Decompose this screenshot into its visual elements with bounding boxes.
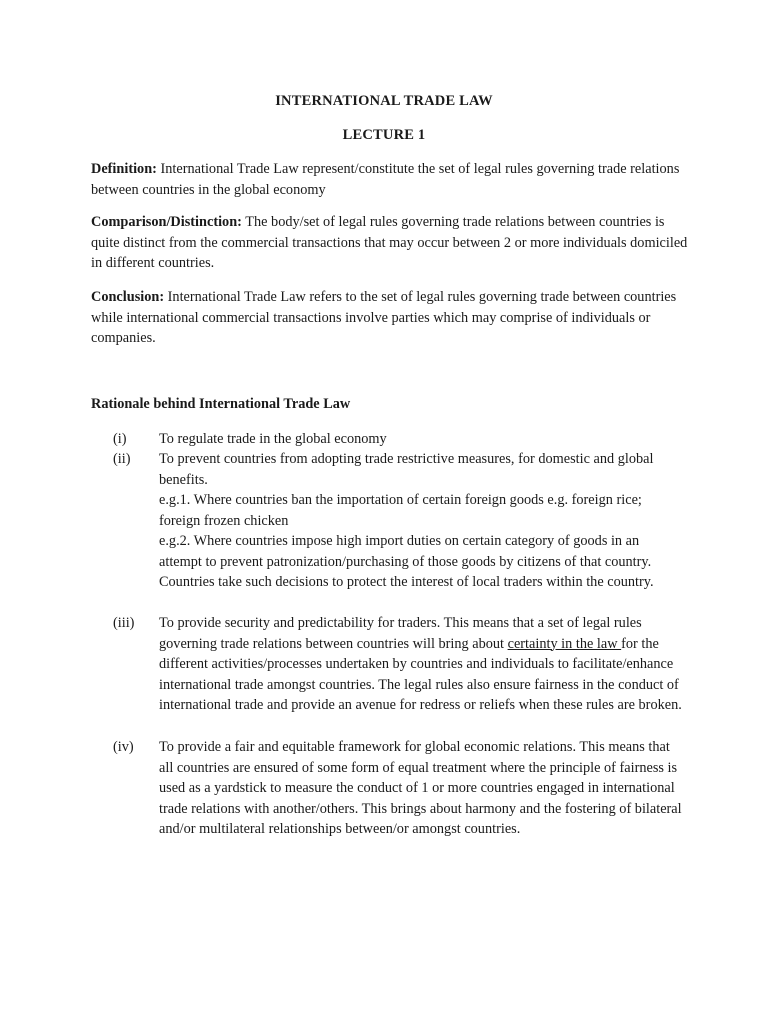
conclusion-text: International Trade Law refers to the set of legal rules governing trade between countries while international commercial transactions involve parties which may comprise of individuals or companies. <box>91 289 677 346</box>
comparison-text: The body/set of legal rules governing trade relations between countries is quite distinct from the commercial transactions that may occur between 2 or more individuals domiciled in different countries. <box>91 214 688 271</box>
list-item-text <box>159 737 684 840</box>
list-item-text <box>159 613 684 716</box>
rationale-heading: Rationale behind International Trade Law <box>91 396 351 412</box>
conclusion-label: Conclusion: <box>91 289 165 305</box>
list-item-number: (iv) <box>113 739 134 755</box>
document-title: INTERNATIONAL TRADE LAW <box>275 93 493 109</box>
definition-text: International Trade Law represent/constitute the set of legal rules governing trade relations between countries in the global economy <box>91 161 680 198</box>
example-2: e.g.2. Where countries impose high import duties on certain category of goods in an attempt to prevent patronization/purchasing of those goods by citizens of that country. Countries take such decisions to protect the interest of local traders within the country. <box>159 533 654 590</box>
comparison-paragraph <box>91 212 691 274</box>
body-part-2: for the different activities/processes undertaken by countries and individuals to facilitate/enhance international trade amongst countries. The legal rules also ensure fairness in the conduct of international trade and provide an avenue for redress or reliefs when these rules are broken. <box>159 635 682 713</box>
underlined-phrase: certainty in the law <box>507 635 622 652</box>
definition-label: Definition: <box>91 161 157 177</box>
list-item-body <box>159 613 684 716</box>
example-1: e.g.1. Where countries ban the importation of certain foreign goods e.g. foreign rice; foreign frozen chicken <box>159 492 642 529</box>
list-item-body: To regulate trade in the global economy <box>159 431 387 447</box>
list-item-number: (iii) <box>113 615 135 631</box>
list-item-number: (ii) <box>113 451 131 467</box>
list-item-body: To provide a fair and equitable framework for global economic relations. This means that all countries are ensured of some form of equal treatment where the principle of fairness is used as a yardstick to measure the conduct of 1 or more countries engaged in international trade relations with another/others. This brings about harmony and the fostering of bilateral and/or multilateral relationships between/or amongst countries. <box>159 739 682 837</box>
comparison-label: Comparison/Distinction: <box>91 214 242 230</box>
body-part-1: To provide security and predictability for traders. This means that a set of legal rules governing trade relations between countries will bring about <box>159 615 642 652</box>
list-item-text <box>159 449 684 593</box>
list-item-number: (i) <box>113 431 127 447</box>
lecture-number: LECTURE 1 <box>342 127 426 143</box>
definition-paragraph <box>91 159 691 200</box>
conclusion-paragraph <box>91 287 691 349</box>
list-item-text <box>159 429 684 450</box>
list-item-body: To prevent countries from adopting trade restrictive measures, for domestic and global benefits. <box>159 451 654 488</box>
